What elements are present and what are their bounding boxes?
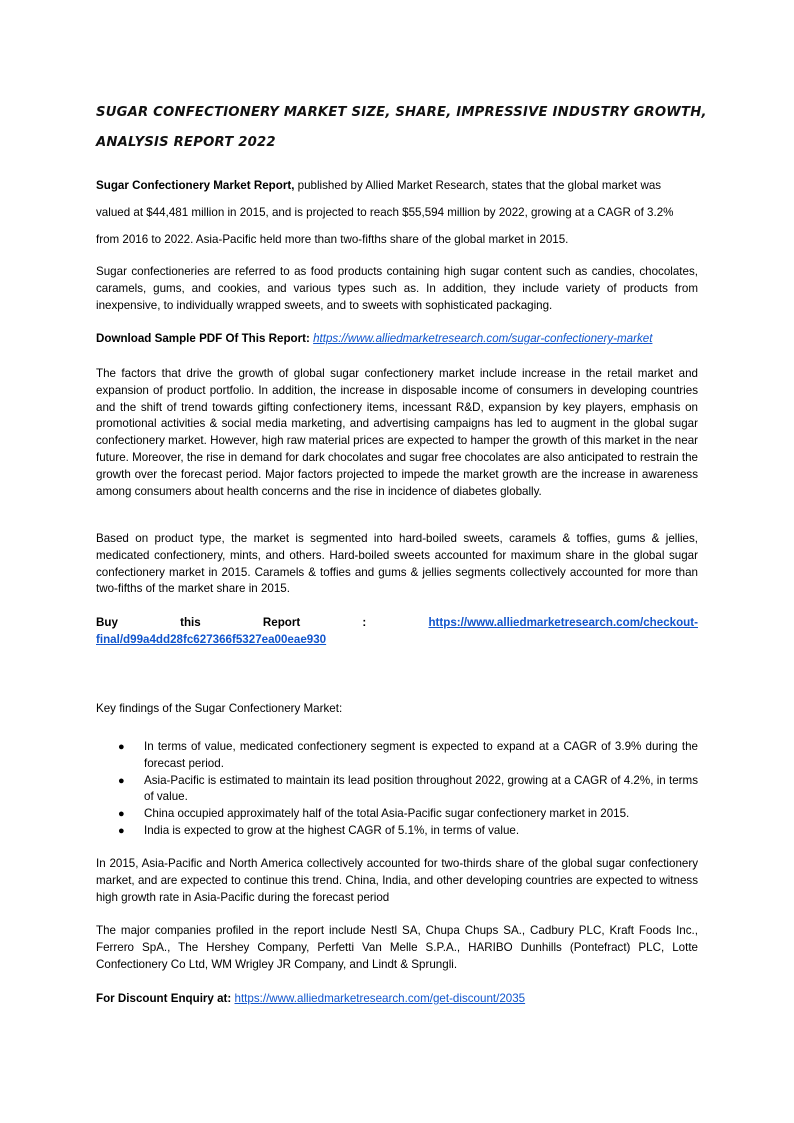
factors-paragraph: The factors that drive the growth of global sugar confectionery market include increase in the retail market and expansion of product portfolio. In addition, the increase in disposable income of consumers in developing countries and the shift of trend towards gifting confectionery items, incessant R&D, expansion by key players, emphasis on promotional activities & social media marketing, and advertising campaigns has led to augment in the global sugar confectionery market. However, high raw material prices are expected to hamper the growth of this market in the near future. Moreover, the rise in demand for dark chocolates and sugar free chocolates are also anticipated to restrain the growth over the forecast period. Major factors projected to impede the market growth are the increase in awareness among consumers about health concerns and the rise in incidence of diabetes globally. [96, 367, 698, 498]
list-item-text: In terms of value, medicated confectionery segment is expected to expand at a CAGR of 3.9% during the forecast period. [144, 740, 698, 770]
list-item [96, 739, 698, 773]
list-item-text: India is expected to grow at the highest CAGR of 5.1%, in terms of value. [144, 823, 520, 837]
discount-line [96, 991, 698, 1008]
list-item-text: Asia-Pacific is estimated to maintain its lead position throughout 2022, growing at a CAGR of 4.2%, in terms of value. [144, 773, 698, 804]
bullet-icon: ● [118, 824, 125, 837]
page-title: SUGAR CONFECTIONERY MARKET SIZE, SHARE, IMPRESSIVE INDUSTRY GROWTH, ANALYSIS REPORT 2022 [96, 105, 707, 150]
companies-paragraph: The major companies profiled in the report include Nestl SA, Chupa Chups SA., Cadbury PLC, Kraft Foods Inc., Ferrero SpA., The Hershey Company, Perfetti Van Melle S.P.A., HARIBO Dunhills (Pontefract) PLC, Lotte Confectionery Co Ltd, WM Wrigley JR Company, and Lindt & Sprungli. [96, 924, 698, 971]
buy-report-link-line1[interactable]: https://www.alliedmarketresearch.com/checkout- [428, 616, 698, 629]
buy-report-link-line2[interactable]: final/d99a4dd28fc627366f5327ea00eae930 [96, 632, 327, 646]
bullet-icon: ● [118, 741, 125, 753]
download-label: Download Sample PDF Of This Report: [96, 332, 310, 345]
list-item [96, 823, 698, 840]
bullet-icon: ● [118, 808, 125, 821]
buy-word: this [180, 616, 201, 629]
list-item-text: China occupied approximately half of the total Asia-Pacific sugar confectionery market in 2015. [144, 807, 630, 821]
key-findings-heading: Key findings of the Sugar Confectionery Market: [96, 702, 343, 715]
download-sample-link[interactable]: https://www.alliedmarketresearch.com/sugar-confectionery-market [313, 332, 653, 345]
regional-paragraph: In 2015, Asia-Pacific and North America collectively accounted for two-thirds share of the global sugar confectionery market, and are expected to continue this trend. China, India, and other developing countries are expected to witness high growth rate in Asia-Pacific during the forecast period [96, 857, 698, 904]
list-item [96, 773, 698, 807]
key-findings-list [96, 739, 698, 840]
intro-bold-lead: Sugar Confectionery Market Report, [96, 179, 295, 192]
download-sample-line [96, 331, 698, 348]
discount-link[interactable]: https://www.alliedmarketresearch.com/get-discount/2035 [234, 992, 526, 1005]
bullet-icon: ● [118, 774, 125, 787]
buy-word: Buy [96, 616, 118, 629]
list-item [96, 806, 698, 823]
intro-paragraph [96, 172, 698, 253]
intro-text: published by Allied Market Research, states that the global market was valued at $44,481 million in 2015, and is projected to reach $55,594 million by 2022, growing at a CAGR of 3.2% from 2016 to 2022. Asia-Pacific held more than two-fifths share of the global market in 2015. [96, 179, 674, 246]
definition-paragraph: Sugar confectioneries are referred to as food products containing high sugar content such as candies, chocolates, caramels, gums, and cookies, and various types such as. In addition, they include variety of products from inexpensive, to individually wrapped sweets, and to sweets with sophisticated packaging. [96, 265, 698, 312]
product-type-paragraph: Based on product type, the market is segmented into hard-boiled sweets, caramels & toffies, gums & jellies, medicated confectionery, mints, and others. Hard-boiled sweets accounted for maximum share in the global sugar confectionery market in 2015. Caramels & toffies and gums & jellies segments collectively accounted for more than two-fifths of the market share in 2015. [96, 532, 698, 596]
buy-report-block [96, 615, 698, 649]
buy-word: : [362, 616, 367, 629]
buy-word: Report [262, 616, 301, 629]
discount-label: For Discount Enquiry at: [96, 992, 232, 1005]
buy-report-row [96, 615, 698, 632]
